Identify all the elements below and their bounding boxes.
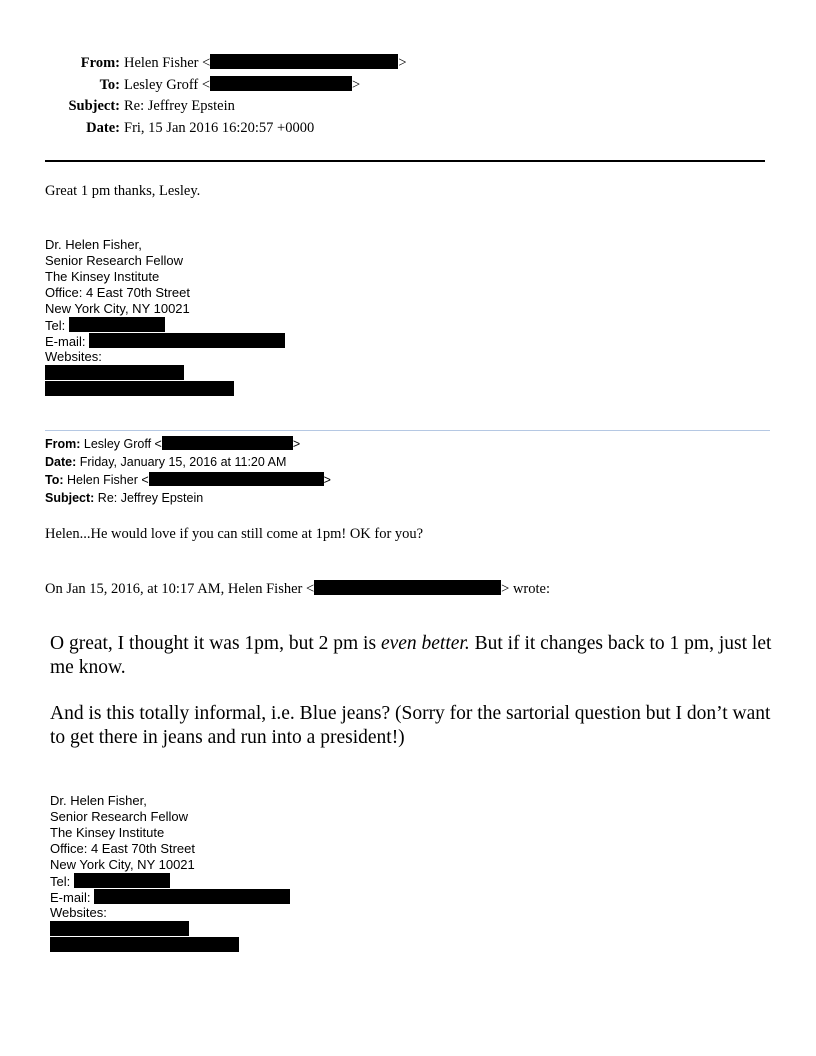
tel-label: Tel: [45, 318, 66, 333]
quoted-to-row [45, 471, 331, 489]
quoted-date-label: Date: [45, 455, 77, 469]
subject-value: Re: Jeffrey Epstein [124, 98, 235, 114]
redacted-email-block [314, 580, 501, 595]
reply-body: Great 1 pm thanks, Lesley. [45, 183, 201, 199]
signature-websites-label: Websites: [45, 349, 102, 364]
from-label: From: [80, 55, 120, 71]
signature-tel-row [50, 873, 290, 889]
signature-websites-label: Websites: [50, 905, 107, 920]
quoted-subject-label: Subject: [45, 491, 95, 505]
signature-name: Dr. Helen Fisher, [45, 237, 142, 252]
header-subject-row [40, 96, 407, 118]
quoted-subject-row [45, 489, 331, 507]
header-to-row [40, 75, 407, 97]
header-divider [45, 160, 765, 162]
redacted-email-block [149, 472, 324, 486]
redacted-website-block [50, 921, 189, 936]
quoted-subject-value: Re: Jeffrey Epstein [97, 491, 204, 505]
quoted-from-label: From: [45, 437, 81, 451]
header-date-row [40, 118, 407, 140]
signature-office: Office: 4 East 70th Street [50, 841, 196, 856]
subject-label: Subject: [68, 98, 120, 114]
on-wrote-suffix: > wrote: [501, 581, 551, 597]
quoted-date-row [45, 453, 331, 471]
signature-org: The Kinsey Institute [50, 825, 165, 840]
redacted-email-block [94, 889, 290, 904]
quoted-message-header [45, 435, 331, 507]
signature-block [45, 237, 285, 396]
quoted-p1-italic: even better. [380, 633, 470, 654]
quoted-paragraph-1 [50, 632, 780, 680]
signature-city: New York City, NY 10021 [45, 301, 190, 316]
signature-office: Office: 4 East 70th Street [45, 285, 191, 300]
redacted-phone-block [74, 873, 170, 888]
quoted-p1-before: O great, I thought it was 1pm, but 2 pm is [50, 633, 381, 654]
signature-city: New York City, NY 10021 [50, 857, 195, 872]
redacted-website-block [45, 381, 234, 396]
quoted-from-value: Lesley Groff < [83, 437, 162, 451]
signature-title: Senior Research Fellow [50, 809, 189, 824]
redacted-email-block [210, 54, 398, 69]
to-label: To: [99, 76, 120, 93]
quoted-p1-after: But if it changes back to 1 pm, just let me know. [50, 633, 772, 678]
date-label: Date: [86, 119, 120, 136]
quoted-paragraph-2: And is this totally informal, i.e. Blue jeans? (Sorry for the sartorial question but I don’t want to get there in jeans and run into a president!) [50, 703, 771, 748]
signature-tel-row [45, 317, 285, 333]
lesley-body: Helen...He would love if you can still come at 1pm! OK for you? [45, 526, 424, 542]
from-value: Helen Fisher < [124, 55, 211, 71]
close-bracket: > [398, 55, 407, 71]
signature-org: The Kinsey Institute [45, 269, 160, 284]
message-separator [45, 430, 770, 431]
redacted-email-block [210, 76, 352, 91]
redacted-website-block [45, 365, 184, 380]
redacted-phone-block [69, 317, 165, 332]
close-bracket: > [352, 76, 361, 93]
signature-title: Senior Research Fellow [45, 253, 184, 268]
header-from-row [40, 53, 407, 75]
signature-name: Dr. Helen Fisher, [50, 793, 147, 808]
close-bracket: > [323, 473, 331, 487]
close-bracket: > [292, 437, 301, 451]
quoted-to-value: Helen Fisher < [67, 473, 149, 487]
quoted-from-row [45, 435, 331, 453]
quoted-to-label: To: [45, 473, 64, 487]
date-value: Fri, 15 Jan 2016 16:20:57 +0000 [124, 119, 315, 136]
email-label: E-mail: [50, 890, 91, 905]
signature-email-row [50, 889, 290, 905]
redacted-email-block [89, 333, 285, 348]
on-wrote-line [45, 580, 550, 598]
to-value: Lesley Groff < [124, 76, 211, 93]
email-label: E-mail: [45, 334, 86, 349]
redacted-website-block [50, 937, 239, 952]
quoted-date-value: Friday, January 15, 2016 at 11:20 AM [79, 455, 287, 469]
signature-email-row [45, 333, 285, 349]
signature-block [50, 793, 290, 952]
on-wrote-prefix: On Jan 15, 2016, at 10:17 AM, Helen Fisher < [45, 581, 315, 597]
redacted-email-block [162, 436, 293, 450]
tel-label: Tel: [50, 874, 71, 889]
email-header [40, 53, 407, 139]
